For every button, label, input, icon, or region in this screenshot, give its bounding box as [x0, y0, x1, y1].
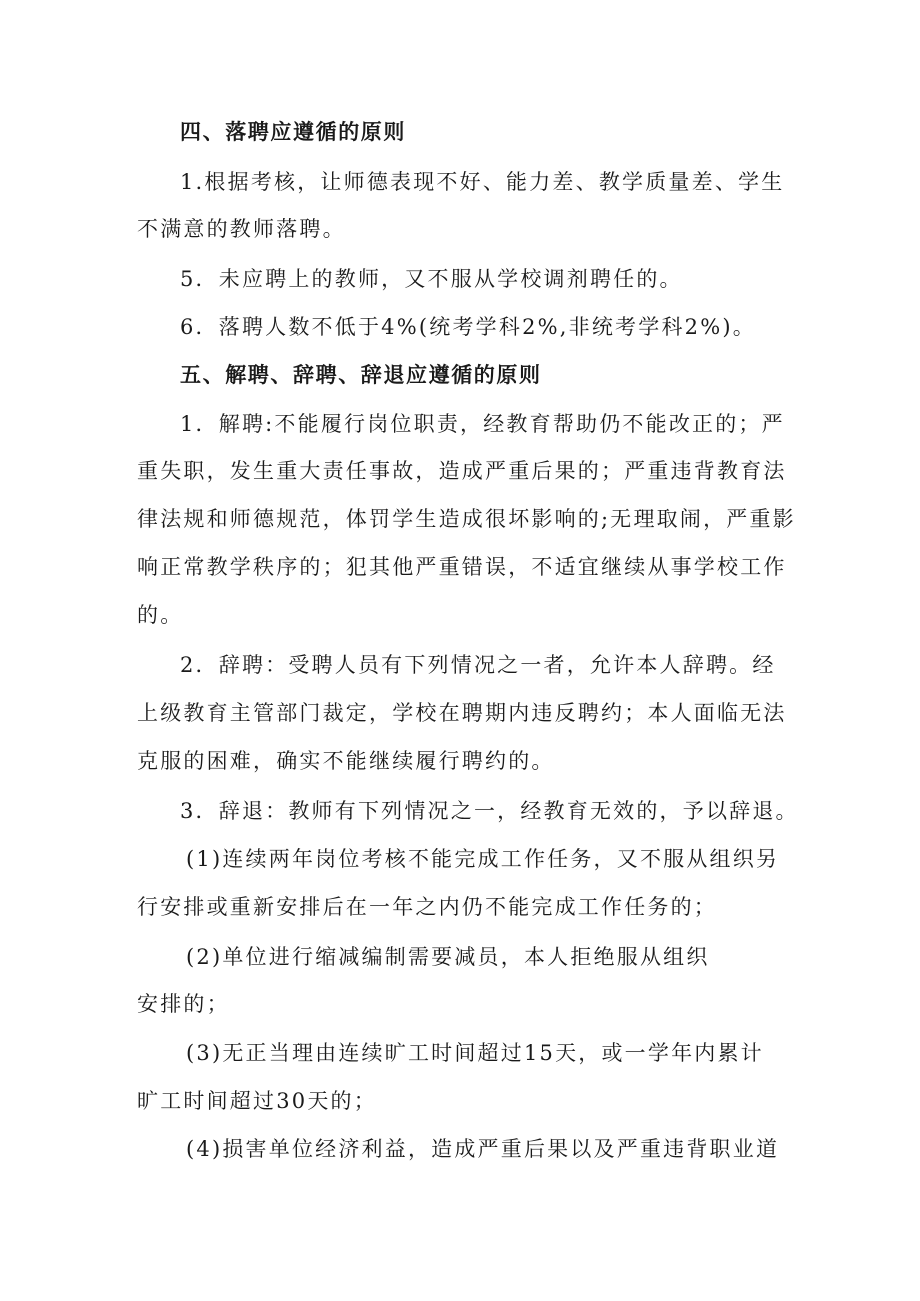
- paragraph-line: 1．解聘:不能履行岗位职责，经教育帮助仍不能改正的；严: [180, 412, 785, 436]
- paragraph-line: 2．辞聘：受聘人员有下列情况之一者，允许本人辞聘。经: [180, 653, 776, 677]
- list-item: (2)单位进行缩减编制需要减员，本人拒绝服从组织: [186, 945, 710, 969]
- paragraph-line: 响正常教学秩序的；犯其他严重错误，不适宜继续从事学校工作: [137, 555, 787, 579]
- paragraph-line: 安排的；: [137, 992, 230, 1016]
- paragraph-line: 3．辞退：教师有下列情况之一，经教育无效的，予以辞退。: [180, 799, 799, 823]
- list-item: (4)损害单位经济利益，造成严重后果以及严重违背职业道: [186, 1137, 780, 1161]
- paragraph-line: 旷工时间超过30天的；: [137, 1089, 377, 1113]
- section-heading-4: 四、落聘应遵循的原则: [180, 120, 406, 144]
- paragraph-line: 重失职，发生重大责任事故，造成严重后果的；严重违背教育法: [137, 459, 787, 483]
- paragraph-line: 6．落聘人数不低于4%(统考学科2%,非统考学科2%)。: [180, 315, 756, 339]
- paragraph-line: 上级教育主管部门裁定，学校在聘期内违反聘约；本人面临无法: [137, 701, 787, 725]
- section-heading-5: 五、解聘、辞聘、辞退应遵循的原则: [180, 363, 542, 387]
- list-item: (1)连续两年岗位考核不能完成工作任务，又不服从组织另: [186, 847, 780, 871]
- paragraph-line: 不满意的教师落聘。: [137, 217, 346, 241]
- paragraph-line: 律法规和师德规范，体罚学生造成很坏影响的;无理取闹，严重影: [137, 507, 796, 531]
- paragraph-line: 行安排或重新安排后在一年之内仍不能完成工作任务的；: [137, 895, 717, 919]
- paragraph-line: 5．未应聘上的教师，又不服从学校调剂聘任的。: [180, 267, 683, 291]
- paragraph-line: 1.根据考核，让师德表现不好、能力差、教学质量差、学生: [180, 170, 785, 194]
- list-item: (3)无正当理由连续旷工时间超过15天，或一学年内累计: [186, 1041, 764, 1065]
- paragraph-line: 克服的困难，确实不能继续履行聘约的。: [137, 749, 555, 773]
- paragraph-line: 的。: [137, 603, 184, 627]
